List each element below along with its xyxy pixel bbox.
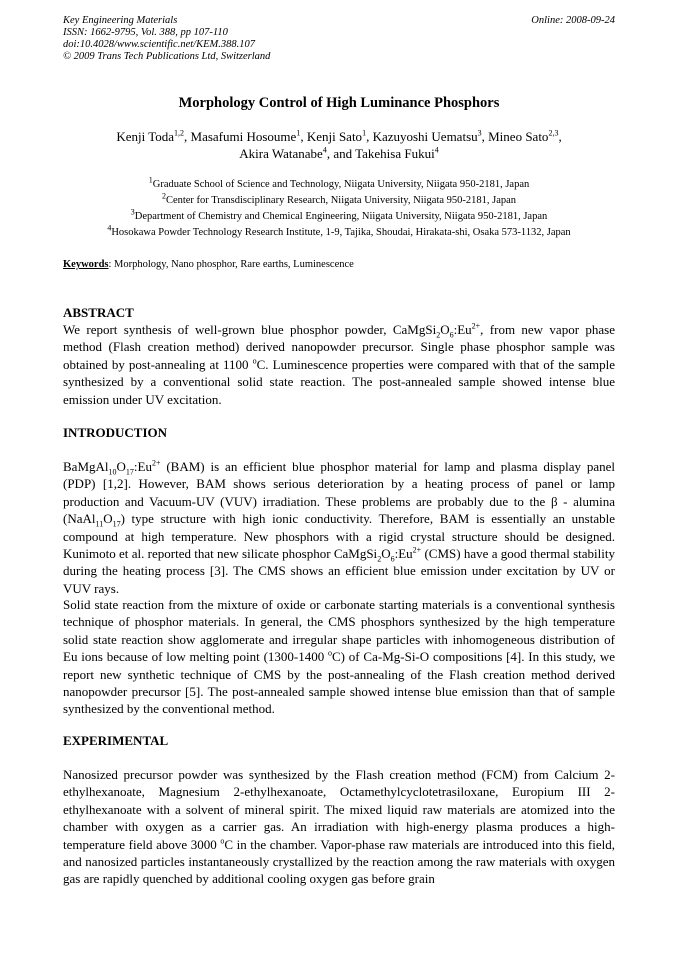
- author-affil-mark: 4: [322, 145, 327, 155]
- introduction-paragraph-1: $BaMgAl_{10}O_{17}:Eu^{2+}$ (BAM) is an efficient blue phosphor material for lamp and plasma display panel (PDP) [1,2]. However, BAM shows serious deterioration by a heating process of panel or lamp production and Vacuum-UV (VUV) irradiation. These problems are probably due to the β - alumina $(NaAl_{11}O_{17})$ type structure with high ionic conductivity. Therefore, BAM is essentially an unstable compound at high temperature. New phosphors with a rigid crystal structure should be designed. Kunimoto et al. reported that new silicate phosphor $CaMgSi_2O_6:Eu^{2+}$ (CMS) have a good thermal stability during the heating process [3]. The CMS shows an efficient blue emission under excitation by UV or VUV rays.: [63, 458, 615, 596]
- keywords-label: Keywords: [63, 259, 109, 270]
- abstract-heading: ABSTRACT: [63, 305, 134, 320]
- affiliation-1: $^1$Graduate School of Science and Technology, Niigata University, Niigata 950-2181, Japan: [148, 175, 530, 190]
- affiliation-4: $^4$Hosokawa Powder Technology Research Institute, 1-9, Tajika, Shoudai, Hirakata-shi, Osaka 573-1132, Japan: [107, 223, 571, 238]
- author-affil-mark: 2,3: [548, 128, 559, 138]
- author-affil-mark: 1,2: [174, 128, 185, 138]
- author-name: , Kazuyoshi Uematsu: [366, 129, 478, 144]
- author-name: Kenji Toda: [116, 129, 175, 144]
- paper-title: Morphology Control of High Luminance Phosphors: [178, 95, 500, 111]
- journal-header: [63, 15, 615, 63]
- author-line-2: [63, 145, 615, 162]
- introduction-paragraph-2: Solid state reaction from the mixture of oxide or carbonate starting materials is a conventional synthesis technique of phosphor materials. In general, the CMS phosphors synthesized by the high temperature solid state reaction show agglomerate and irregular shape particles with inhomogeneous distribution of Eu ions because of low melting point (1300-1400 $^o$C) of Ca-Mg-Si-O compositions [4]. In this study, we report new synthetic technique of CMS by the post-annealing of the Flash creation method derived nanopowder precursor [5]. The post-annealed sample showed intense blue emission than that of sample synthesized by the conventional method.: [63, 597, 615, 717]
- author-affil-mark: 1: [296, 128, 301, 138]
- author-affil-mark: 1: [362, 128, 367, 138]
- author-affil-mark: 3: [477, 128, 482, 138]
- affiliation-list: [63, 177, 615, 241]
- author-name: , Mineo Sato: [481, 129, 549, 144]
- author-name: , and Takehisa Fukui: [326, 146, 435, 161]
- affiliation-2: $^2$Center for Transdisciplinary Research, Niigata University, Niigata 950-2181, Japan: [161, 191, 517, 206]
- online-date: Online: 2008-09-24: [531, 15, 615, 26]
- introduction-heading: INTRODUCTION: [63, 425, 168, 440]
- journal-name: Key Engineering Materials: [63, 15, 178, 26]
- author-name: , Kenji Sato: [300, 129, 363, 144]
- author-list: [63, 128, 615, 162]
- author-name: , Masafumi Hosoume: [184, 129, 297, 144]
- abstract-text: We report synthesis of well-grown blue phosphor powder, $CaMgSi_2O_6:Eu^{2+}$, from new vapor phase method (Flash creation method) derived nanopowder precursor. Single phase phosphor sample was obtained by post-annealing at 1100 $^o$C. Luminescence properties were compared with that of the sample synthesized by a conventional solid state reaction. The post-annealed sample showed intense blue emission under UV excitation.: [63, 321, 616, 407]
- doi-line: doi:10.4028/www.scientific.net/KEM.388.107: [63, 39, 255, 50]
- affiliation-3: $^3$Department of Chemistry and Chemical Engineering, Niigata University, Niigata 950-2181, Japan: [130, 207, 548, 222]
- issn-line: ISSN: 1662-9795, Vol. 388, pp 107-110: [63, 27, 228, 38]
- author-line-1: [63, 128, 615, 145]
- copyright-line: © 2009 Trans Tech Publications Ltd, Switzerland: [63, 51, 271, 62]
- keywords-line: [63, 259, 615, 270]
- experimental-heading: EXPERIMENTAL: [63, 733, 169, 748]
- author-name: Akira Watanabe: [239, 146, 323, 161]
- keywords-text: : Morphology, Nano phosphor, Rare earths, Luminescence: [108, 259, 354, 270]
- experimental-text: Nanosized precursor powder was synthesized by the Flash creation method (FCM) from Calcium 2-ethylhexanoate, Magnesium 2-ethylhexanoate, Octamethylcyclotetrasiloxane, Europium III 2-ethylhexanoate with a solvent of mineral spirit. The mixed liquid raw materials are atomized into the chamber with oxygen as a carrier gas. An irradiation with high-energy plasma produces a high-temperature field above 3000 $^o$C in the chamber. Vapor-phase raw materials are introduced into this field, and nanosized particles instantaneously crystallized by the reaction among the raw materials with oxygen gas are rapidly quenched by additional cooling oxygen gas before grain: [63, 767, 615, 887]
- author-affil-mark: 4: [434, 145, 439, 155]
- author-separator: ,: [558, 129, 562, 144]
